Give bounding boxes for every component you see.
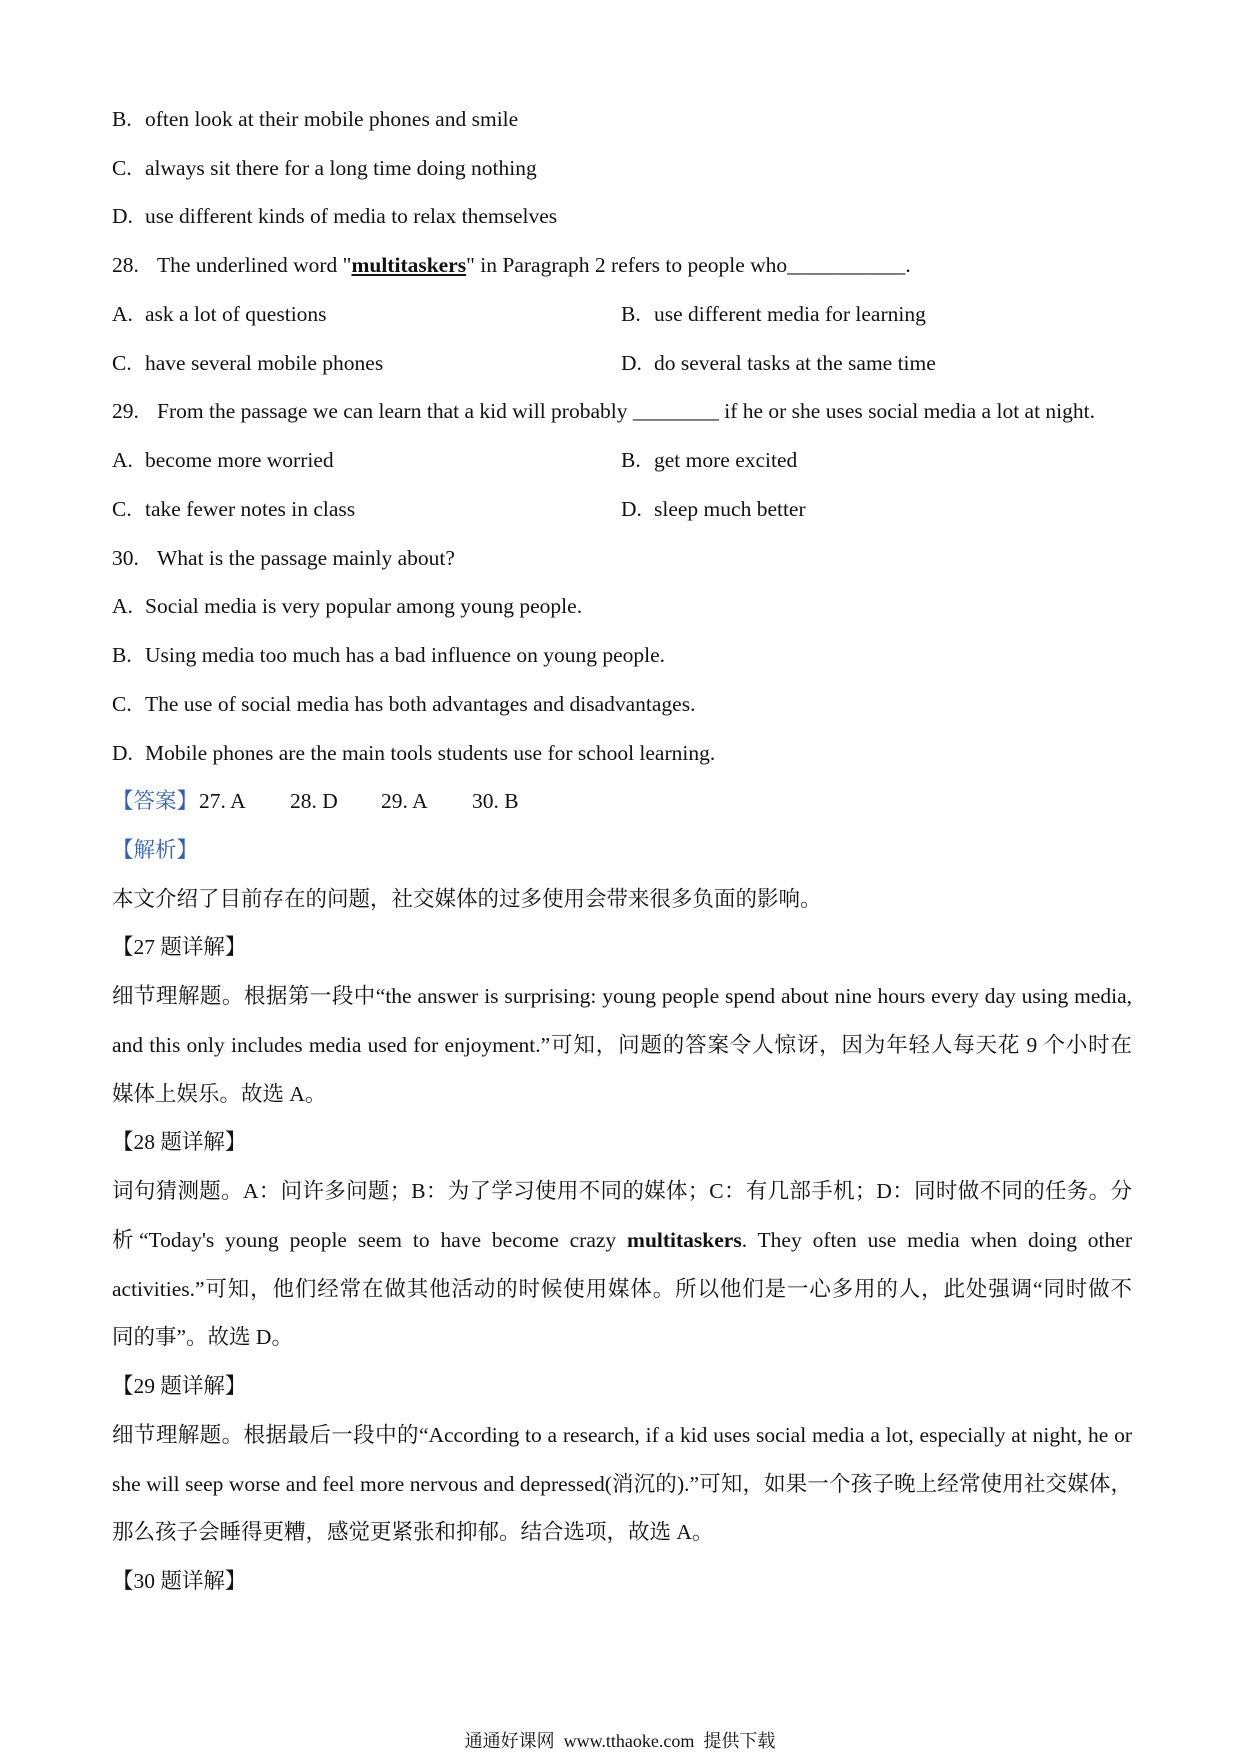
q29-detail-heading: 【29 题详解】	[112, 1374, 247, 1399]
q28-detail-line: 词句猜测题。A：问许多问题；B：为了学习使用不同的媒体；C：有几部手机；D：同时做不同的任务。分	[112, 1179, 1132, 1204]
analysis-label: 【解析】	[112, 838, 199, 863]
question-30-stem	[112, 534, 1132, 583]
detail-text-after: . They often use media when doing other	[741, 1227, 1132, 1252]
detail-text-before: 析“Today's young people seem to have become crazy	[112, 1227, 628, 1252]
stem-text: From the passage we can learn that a kid will probably ________ if he or she uses social media a lot at night.	[157, 399, 1096, 424]
q27-detail-line: and this only includes media used for enjoyment.”可知，问题的答案令人惊讶，因为年轻人每天花 9 个小时在	[112, 1032, 1132, 1057]
page-footer: 通通好课网 www.tthaoke.com 提供下载	[464, 1731, 776, 1751]
option-label: B.	[621, 301, 641, 326]
q29-option-b	[621, 436, 797, 485]
option-text: take fewer notes in class	[145, 496, 356, 521]
question-number: 30.	[112, 545, 139, 570]
option-text: get more excited	[654, 448, 798, 473]
q27-option-b	[112, 95, 1132, 144]
option-text: use different kinds of media to relax themselves	[145, 204, 558, 229]
option-text: have several mobile phones	[145, 350, 384, 375]
q30-option-d	[112, 729, 1132, 778]
option-label: B.	[112, 107, 132, 131]
option-text: do several tasks at the same time	[654, 350, 936, 375]
bold-keyword: multitaskers	[627, 1227, 742, 1252]
option-label: A.	[112, 448, 133, 473]
q29-option-d	[621, 485, 806, 534]
q30-option-a	[112, 582, 1132, 631]
q28-detail-line: activities.”可知，他们经常在做其他活动的时候使用媒体。所以他们是一心多用的人，此处强调“同时做不	[112, 1276, 1132, 1301]
q27-detail-line: 媒体上娱乐。故选 A。	[112, 1081, 327, 1106]
option-text: always sit there for a long time doing nothing	[145, 155, 537, 180]
option-label: B.	[112, 643, 132, 668]
option-text: sleep much better	[654, 496, 806, 521]
stem-text-after: " in Paragraph 2 refers to people who___________.	[466, 253, 911, 278]
q29-detail-line: 细节理解题。根据最后一段中的“According to a research, if a kid uses social media a lot, especially at night, he or	[112, 1422, 1132, 1447]
question-28-stem	[112, 241, 1132, 290]
q30-option-b	[112, 631, 1132, 680]
option-text: use different media for learning	[654, 301, 926, 326]
option-label: C.	[112, 350, 132, 375]
answer-item: 27. A	[199, 789, 246, 814]
q29-detail-line: 那么孩子会睡得更糟，感觉更紧张和抑郁。结合选项，故选 A。	[112, 1520, 714, 1545]
q29-option-c	[112, 485, 621, 534]
question-number: 28.	[112, 253, 139, 278]
question-number: 29.	[112, 399, 139, 424]
answer-item: 28. D	[290, 789, 338, 814]
option-text: The use of social media has both advantages and disadvantages.	[145, 691, 696, 716]
document-body	[112, 95, 1132, 1606]
answer-item: 29. A	[381, 789, 428, 814]
answer-key	[112, 777, 1132, 826]
question-29-options-row-1	[112, 436, 1132, 485]
q29-option-a	[112, 436, 621, 485]
stem-text: What is the passage mainly about?	[157, 545, 455, 570]
option-label: D.	[621, 350, 642, 375]
option-label: D.	[112, 204, 133, 229]
question-29-stem	[112, 387, 1132, 436]
option-text: become more worried	[145, 448, 334, 473]
q28-option-a	[112, 290, 621, 339]
analysis-summary: 本文介绍了目前存在的问题，社交媒体的过多使用会带来很多负面的影响。	[112, 886, 822, 911]
stem-text-before: The underlined word "	[157, 253, 352, 278]
option-text: Using media too much has a bad influence on young people.	[145, 643, 666, 668]
question-29-options-row-2	[112, 485, 1132, 534]
option-label: C.	[112, 155, 132, 180]
option-label: B.	[621, 448, 641, 473]
q28-option-c	[112, 339, 621, 388]
option-label: D.	[112, 740, 133, 765]
q28-option-d	[621, 339, 936, 388]
q28-detail-line: 同的事”。故选 D。	[112, 1325, 293, 1350]
q27-option-d	[112, 192, 1132, 241]
q27-option-c	[112, 144, 1132, 193]
answer-item: 30. B	[472, 789, 519, 814]
q28-detail-heading: 【28 题详解】	[112, 1130, 247, 1155]
option-text: Social media is very popular among young people.	[145, 594, 583, 619]
q28-detail-line	[112, 1216, 1132, 1265]
underlined-keyword: multitaskers	[351, 253, 467, 278]
option-label: C.	[112, 691, 132, 716]
answer-label: 【答案】	[112, 789, 199, 814]
q30-option-c	[112, 680, 1132, 729]
option-label: D.	[621, 496, 642, 521]
option-label: A.	[112, 594, 133, 619]
option-text: Mobile phones are the main tools students use for school learning.	[145, 740, 716, 765]
option-text: ask a lot of questions	[145, 301, 327, 326]
q28-option-b	[621, 290, 926, 339]
q29-detail-line: she will seep worse and feel more nervous and depressed(消沉的).”可知，如果一个孩子晚上经常使用社交媒体，	[112, 1471, 1132, 1496]
q27-detail-heading: 【27 题详解】	[112, 935, 247, 960]
option-label: C.	[112, 496, 132, 521]
q27-detail-line: 细节理解题。根据第一段中“the answer is surprising: young people spend about nine hours every day using media,	[112, 984, 1132, 1009]
option-text: often look at their mobile phones and smile	[145, 107, 519, 131]
option-label: A.	[112, 301, 133, 326]
q30-detail-heading: 【30 题详解】	[112, 1569, 247, 1594]
question-28-options-row-2	[112, 339, 1132, 388]
question-28-options-row-1	[112, 290, 1132, 339]
